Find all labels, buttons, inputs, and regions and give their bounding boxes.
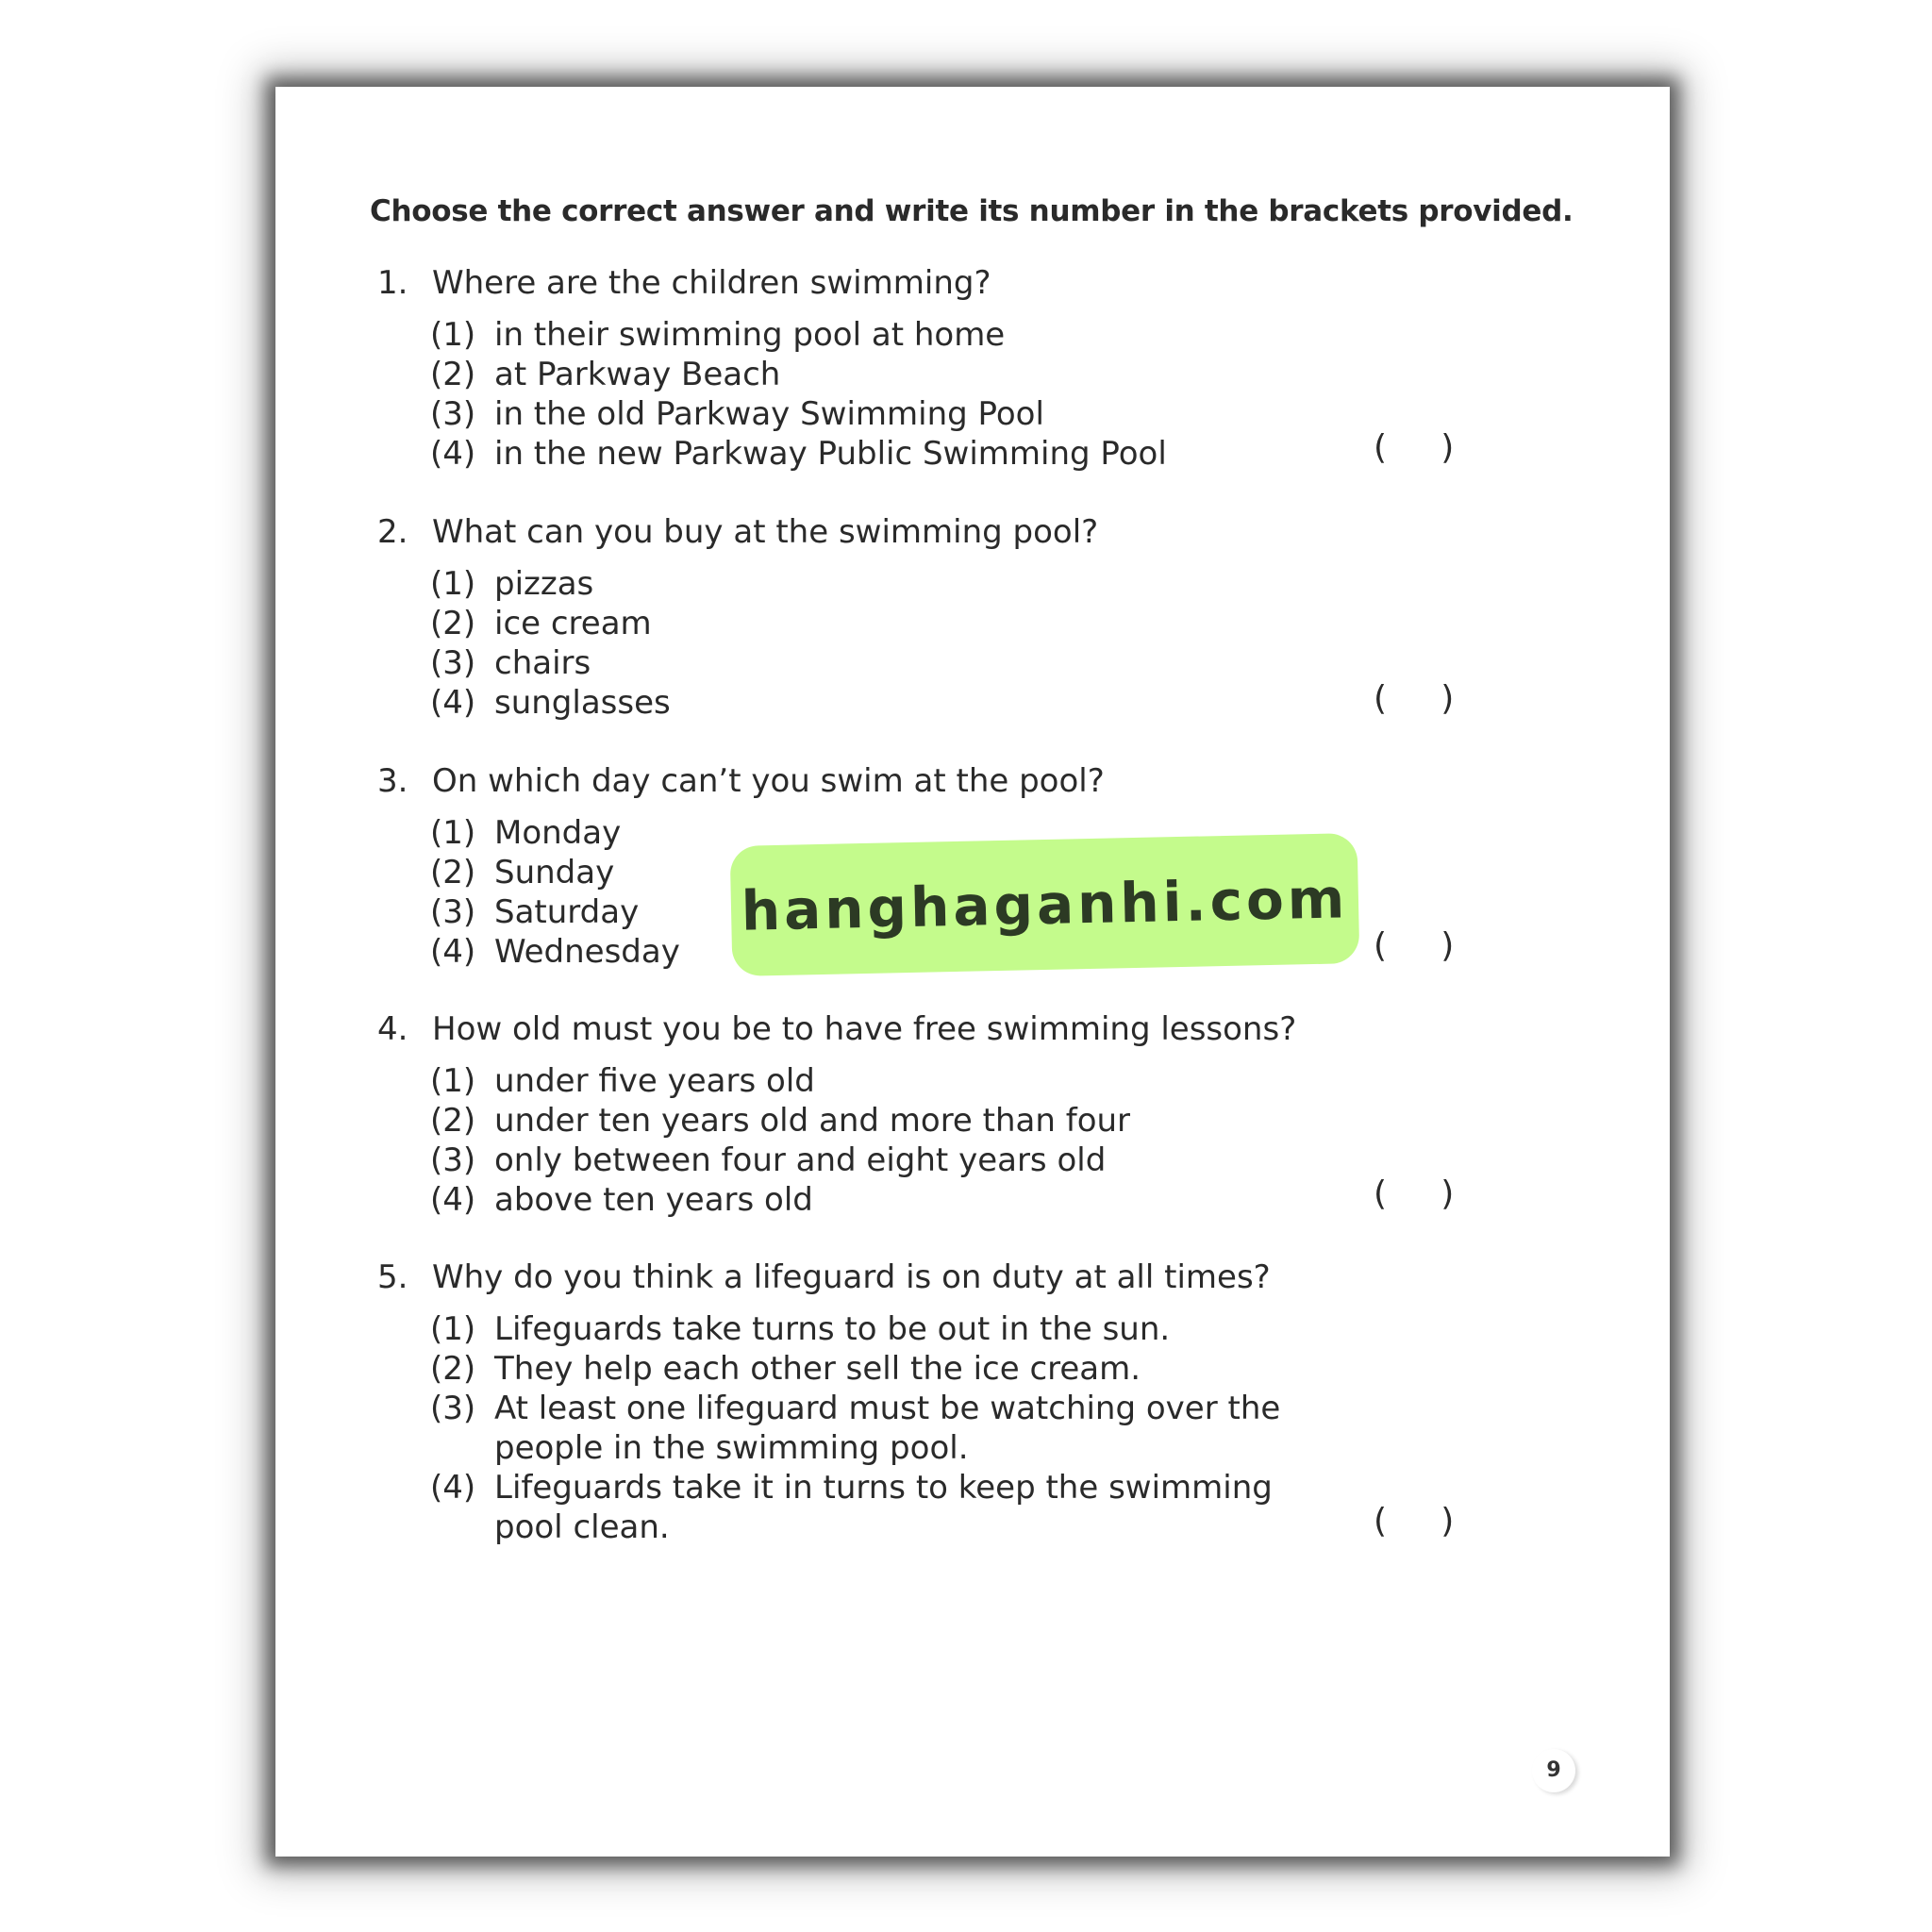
option [430, 564, 1509, 604]
option-text: sunglasses [494, 684, 671, 722]
option-number: (1) [430, 1062, 476, 1100]
option-text: pizzas [494, 565, 594, 603]
options-list [430, 1061, 1509, 1220]
option-number: (2) [430, 1102, 476, 1140]
option-text: Sunday [494, 854, 615, 891]
option-number: (3) [430, 644, 476, 682]
option-number: (3) [430, 893, 476, 931]
option-number: (2) [430, 854, 476, 891]
option [430, 1389, 1509, 1468]
question-text: How old must you be to have free swimming lessons? [432, 1010, 1297, 1048]
option-text: Wednesday [494, 933, 680, 971]
question-text: What can you buy at the swimming pool? [432, 513, 1099, 551]
option-text: At least one lifeguard must be watching over the people in the swimming pool. [494, 1390, 1281, 1467]
question-header [377, 1008, 1509, 1050]
option-number: (4) [430, 933, 476, 971]
option-text: Monday [494, 814, 622, 852]
option [430, 1141, 1509, 1180]
option-text: Lifeguards take it in turns to keep the swimming pool clean. [494, 1469, 1273, 1546]
options-list [430, 1309, 1509, 1547]
option-number: (4) [430, 684, 476, 722]
option [430, 355, 1509, 394]
question-header [377, 760, 1509, 802]
option-text: ice cream [494, 605, 652, 642]
answer-brackets-5[interactable]: ( ) [1374, 1502, 1455, 1541]
answer-brackets-3[interactable]: ( ) [1374, 926, 1455, 965]
answer-brackets-4[interactable]: ( ) [1374, 1174, 1455, 1213]
option-text: under five years old [494, 1062, 815, 1100]
watermark-text: hanghaganhi.com [741, 866, 1349, 943]
option-number: (1) [430, 565, 476, 603]
option-number: (3) [430, 395, 476, 433]
option-number: (2) [430, 1350, 476, 1388]
question-header [377, 262, 1509, 304]
question-1 [377, 262, 1509, 474]
answer-brackets-1[interactable]: ( ) [1374, 428, 1455, 467]
option-text: Saturday [494, 893, 640, 931]
question-number: 5. [377, 1258, 408, 1296]
option-number: (4) [430, 435, 476, 473]
option [430, 1468, 1509, 1547]
answer-brackets-2[interactable]: ( ) [1374, 679, 1455, 718]
question-number: 4. [377, 1010, 408, 1048]
option-number: (2) [430, 605, 476, 642]
option-text: in their swimming pool at home [494, 316, 1006, 354]
option-text: Lifeguards take turns to be out in the sun. [494, 1310, 1171, 1348]
question-number: 1. [377, 264, 408, 302]
option-text: chairs [494, 644, 591, 682]
option-number: (1) [430, 814, 476, 852]
question-text: On which day can’t you swim at the pool? [432, 762, 1105, 800]
question-text: Where are the children swimming? [432, 264, 991, 302]
options-list [430, 315, 1509, 474]
watermark-banner [730, 833, 1360, 976]
question-4 [377, 1008, 1509, 1220]
option-text: only between four and eight years old [494, 1141, 1107, 1179]
question-number: 3. [377, 762, 408, 800]
option-text: in the old Parkway Swimming Pool [494, 395, 1044, 433]
question-number: 2. [377, 513, 408, 551]
option-text: under ten years old and more than four [494, 1102, 1131, 1140]
option-number: (1) [430, 1310, 476, 1348]
page-number: 9 [1532, 1749, 1575, 1792]
option [430, 434, 1509, 474]
option [430, 315, 1509, 355]
options-list [430, 564, 1509, 723]
option [430, 394, 1509, 434]
option-number: (3) [430, 1141, 476, 1179]
instruction-heading: Choose the correct answer and write its number in the brackets provided. [370, 194, 1574, 228]
option [430, 1101, 1509, 1141]
option-text: in the new Parkway Public Swimming Pool [494, 435, 1167, 473]
option [430, 1061, 1509, 1101]
question-5 [377, 1257, 1509, 1547]
option-number: (3) [430, 1390, 476, 1427]
option-text: They help each other sell the ice cream. [494, 1350, 1141, 1388]
option-number: (2) [430, 356, 476, 393]
option-number: (4) [430, 1469, 476, 1507]
question-2 [377, 511, 1509, 723]
worksheet-page [275, 87, 1670, 1857]
question-text: Why do you think a lifeguard is on duty at all times? [432, 1258, 1271, 1296]
option [430, 1309, 1509, 1349]
question-header [377, 511, 1509, 553]
question-header [377, 1257, 1509, 1298]
option-text: above ten years old [494, 1181, 813, 1219]
option-number: (1) [430, 316, 476, 354]
option [430, 604, 1509, 643]
option [430, 1180, 1509, 1220]
option [430, 1349, 1509, 1389]
option [430, 683, 1509, 723]
option-text: at Parkway Beach [494, 356, 781, 393]
option [430, 643, 1509, 683]
option-number: (4) [430, 1181, 476, 1219]
